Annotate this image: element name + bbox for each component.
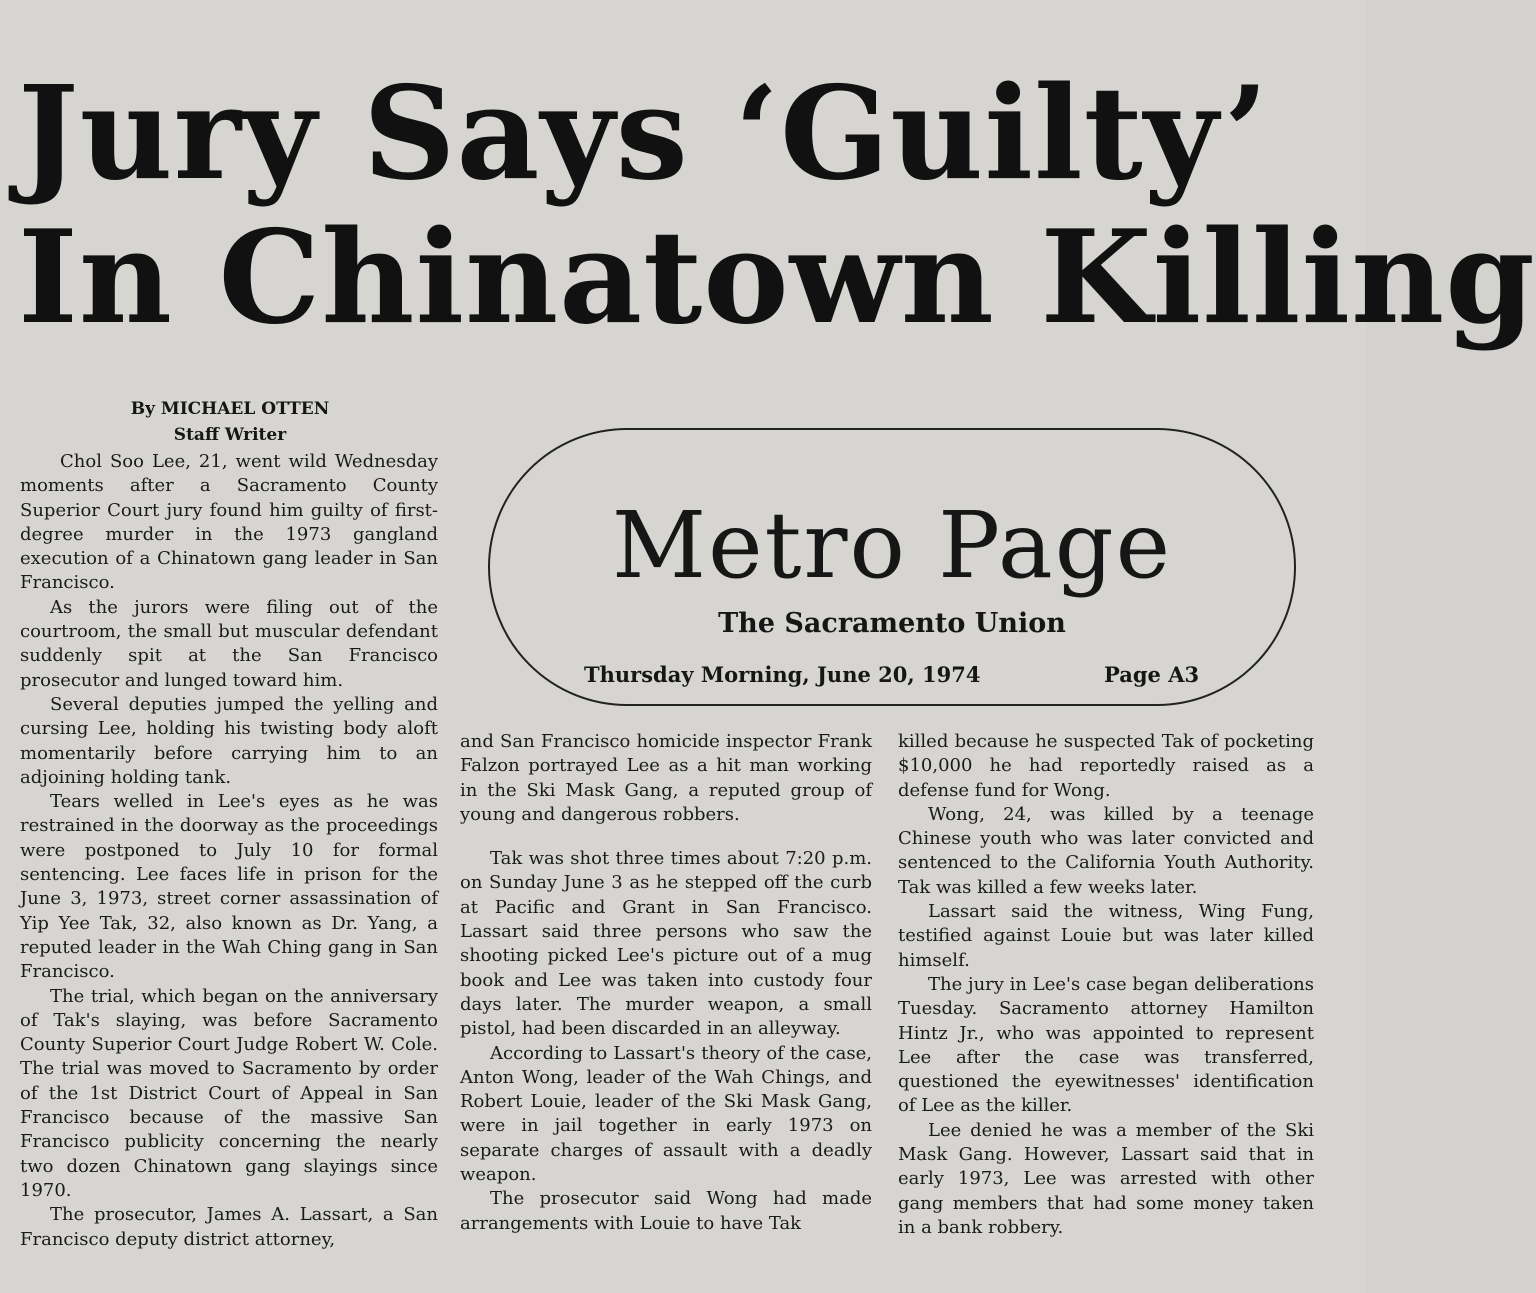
article-column-2 bbox=[460, 730, 872, 1236]
paragraph: The prosecutor, James A. Lassart, a San Francisco deputy district attorney, bbox=[20, 1204, 438, 1250]
paragraph: Several deputies jumped the yelling and cursing Lee, holding his twisting body aloft momentarily before carrying him to an adjoining holding tank. bbox=[20, 693, 438, 788]
paragraph: Lee denied he was a member of the Ski Mask Gang. However, Lassart said that in early 1973, Lee was arrested with other gang members that had some money taken in a bank robbery. bbox=[898, 1119, 1314, 1238]
byline bbox=[20, 396, 440, 448]
paragraph: Wong, 24, was killed by a teenage Chinese youth who was later convicted and sentenced to the California Youth Authority. Tak was killed a few weeks later. bbox=[898, 803, 1314, 898]
paragraph: Lassart said the witness, Wing Fung, testified against Louie but was later killed himself. bbox=[898, 901, 1314, 971]
byline-role: Staff Writer bbox=[173, 425, 287, 445]
headline bbox=[18, 59, 1536, 353]
paragraph: killed because he suspected Tak of pocketing $10,000 he had reportedly raised as a defense fund for Wong. bbox=[898, 731, 1314, 801]
paragraph: According to Lassart's theory of the case, Anton Wong, leader of the Wah Chings, and Robert Louie, leader of the Ski Mask Gang, were in jail together in early 1973 on separate charges of assault with a deadly weapon. bbox=[460, 1042, 872, 1186]
metro-page-masthead bbox=[488, 428, 1296, 706]
byline-author: By MICHAEL OTTEN bbox=[130, 399, 330, 419]
paragraph: The trial, which began on the anniversary of Tak's slaying, was before Sacramento County Superior Court Judge Robert W. Cole. The trial was moved to Sacramento by order of the 1st District Court of Appeal in San Francisco because of the massive San Francisco publicity concerning the nearly two dozen Chinatown gang slayings since 1970. bbox=[20, 985, 438, 1201]
paragraph: Tak was shot three times about 7:20 p.m. on Sunday June 3 as he stepped off the curb at Pacific and Grant in San Francisco. Lassart said three persons who saw the shooting picked Lee's picture out of a mug book and Lee was taken into custody four days later. The murder weapon, a small pistol, had been discarded in an alleyway. bbox=[460, 848, 872, 1040]
article-column-3 bbox=[898, 730, 1314, 1240]
paragraph: and San Francisco homicide inspector Frank Falzon portrayed Lee as a hit man working in the Ski Mask Gang, a reputed group of young and dangerous robbers. bbox=[460, 731, 872, 825]
headline-line-1: Jury Says ‘Guilty’ bbox=[18, 59, 1270, 209]
paragraph: The jury in Lee's case began deliberations Tuesday. Sacramento attorney Hamilton Hintz Jr., who was appointed to represent Lee after the case was transferred, questioned the eyewitnesses' identification of Lee as the killer. bbox=[898, 973, 1314, 1117]
issue-date: Thursday Morning, June 20, 1974 bbox=[584, 662, 981, 687]
paragraph: As the jurors were filing out of the courtroom, the small but muscular defendant suddenly spit at the San Francisco prosecutor and lunged toward him. bbox=[20, 596, 438, 691]
page-number: Page A3 bbox=[1104, 662, 1200, 687]
paragraph: Chol Soo Lee, 21, went wild Wednesday moments after a Sacramento County Superior Court jury found him guilty of first-degree murder in the 1973 gangland execution of a Chinatown gang leader in San Francisco. bbox=[20, 451, 438, 594]
paragraph: The prosecutor said Wong had made arrangements with Louie to have Tak bbox=[460, 1188, 872, 1234]
paragraph: Tears welled in Lee's eyes as he was restrained in the doorway as the proceedings were postponed to July 10 for formal sentencing. Lee faces life in prison for the June 3, 1973, street corner assassination of Yip Yee Tak, 32, also known as Dr. Yang, a reputed leader in the Wah Ching gang in San Francisco. bbox=[20, 791, 438, 983]
headline-line-2: In Chinatown Killing bbox=[18, 203, 1536, 353]
article-column-1 bbox=[20, 450, 438, 1252]
newspaper-name: The Sacramento Union bbox=[718, 608, 1066, 639]
section-title: Metro Page bbox=[611, 492, 1173, 599]
